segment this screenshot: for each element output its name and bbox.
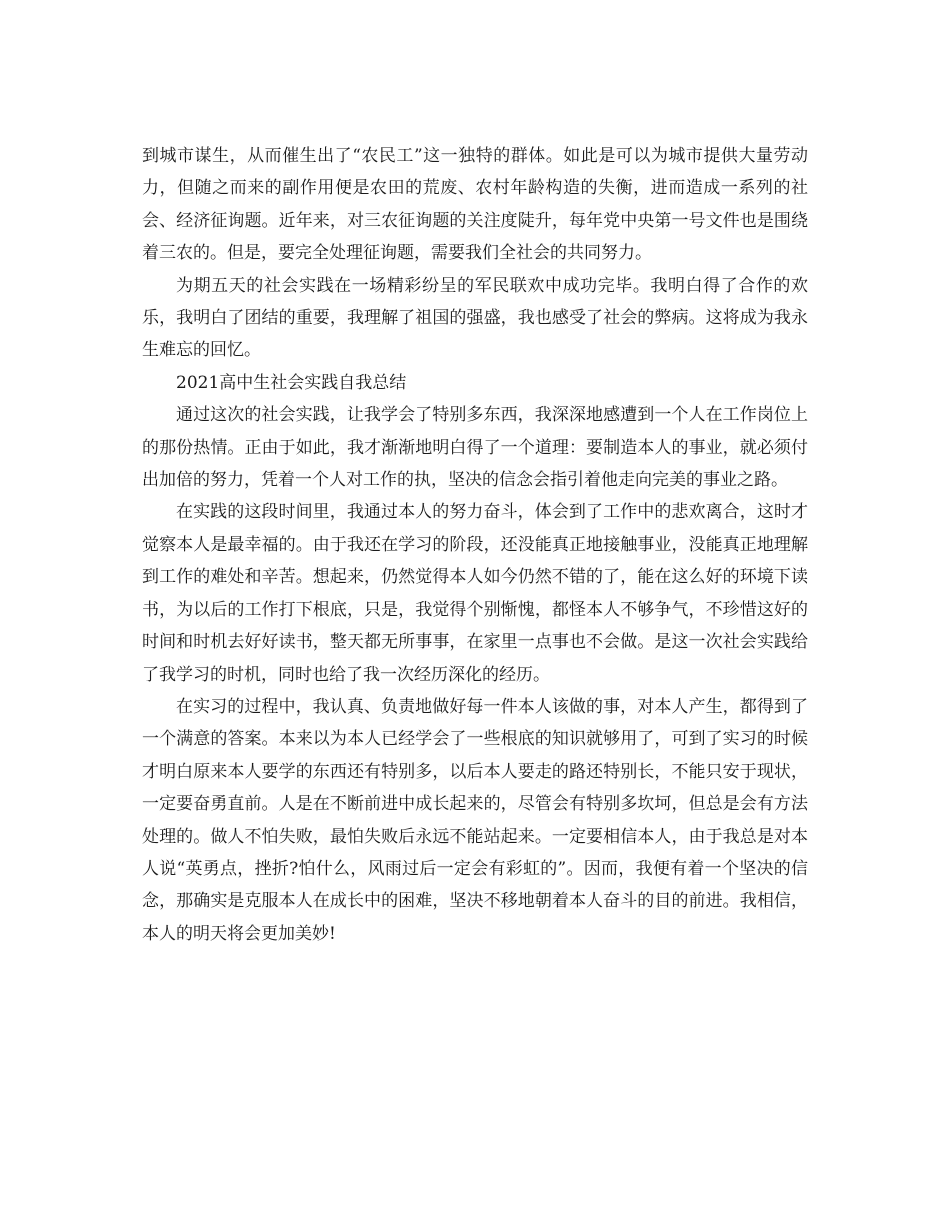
- document-body: [142, 140, 808, 950]
- section-heading: 2021高中生社会实践自我总结: [176, 372, 407, 393]
- paragraph-2: 为期五天的社会实践在一场精彩纷呈的军民联欢中成功完毕。我明白得了合作的欢乐，我明白了团结的重要，我理解了祖国的强盛，我也感受了社会的弊病。这将成为我永生难忘的回忆。: [142, 275, 808, 361]
- paragraph-4: 在实践的这段时间里，我通过本人的努力奋斗，体会到了工作中的悲欢离合，这时才觉察本人是最幸福的。由于我还在学习的阶段，还没能真正地接触事业，没能真正地理解到工作的难处和辛苦。想起来，仍然觉得本人如今仍然不错的了，能在这么好的环境下读书，为以后的工作打下根底，只是，我觉得个别惭愧，都怪本人不够争气，不珍惜这好的时间和时机去好好读书，整天都无所事事，在家里一点事也不会做。是这一次社会实践给了我学习的时机，同时也给了我一次经历深化的经历。: [142, 502, 808, 685]
- paragraph-1: 到城市谋生，从而催生出了“农民工”这一独特的群体。如此是可以为城市提供大量劳动力，但随之而来的副作用便是农田的荒废、农村年龄构造的失衡，进而造成一系列的社会、经济征询题。近年来，对三农征询题的关注度陡升，每年党中央第一号文件也是围绕着三农的。但是，要完全处理征询题，需要我们全社会的共同努力。: [142, 146, 808, 264]
- paragraph-3: 通过这次的社会实践，让我学会了特别多东西，我深深地感遭到一个人在工作岗位上的那份热情。正由于如此，我才渐渐地明白得了一个道理：要制造本人的事业，就必须付出加倍的努力，凭着一个人对工作的执，坚决的信念会指引着他走向完美的事业之路。: [142, 405, 808, 491]
- paragraph-5: 在实习的过程中，我认真、负责地做好每一件本人该做的事，对本人产生，都得到了一个满意的答案。本来以为本人已经学会了一些根底的知识就够用了，可到了实习的时候才明白原来本人要学的东西还有特别多，以后本人要走的路还特别长，不能只安于现状，一定要奋勇直前。人是在不断前进中成长起来的，尽管会有特别多坎坷，但总是会有方法处理的。做人不怕失败，最怕失败后永远不能站起来。一定要相信本人，由于我总是对本人说“英勇点，挫折?怕什么，风雨过后一定会有彩虹的”。因而，我便有着一个坚决的信念，那确实是克服本人在成长中的困难，坚决不移地朝着本人奋斗的目的前进。我相信，本人的明天将会更加美妙!: [142, 696, 808, 944]
